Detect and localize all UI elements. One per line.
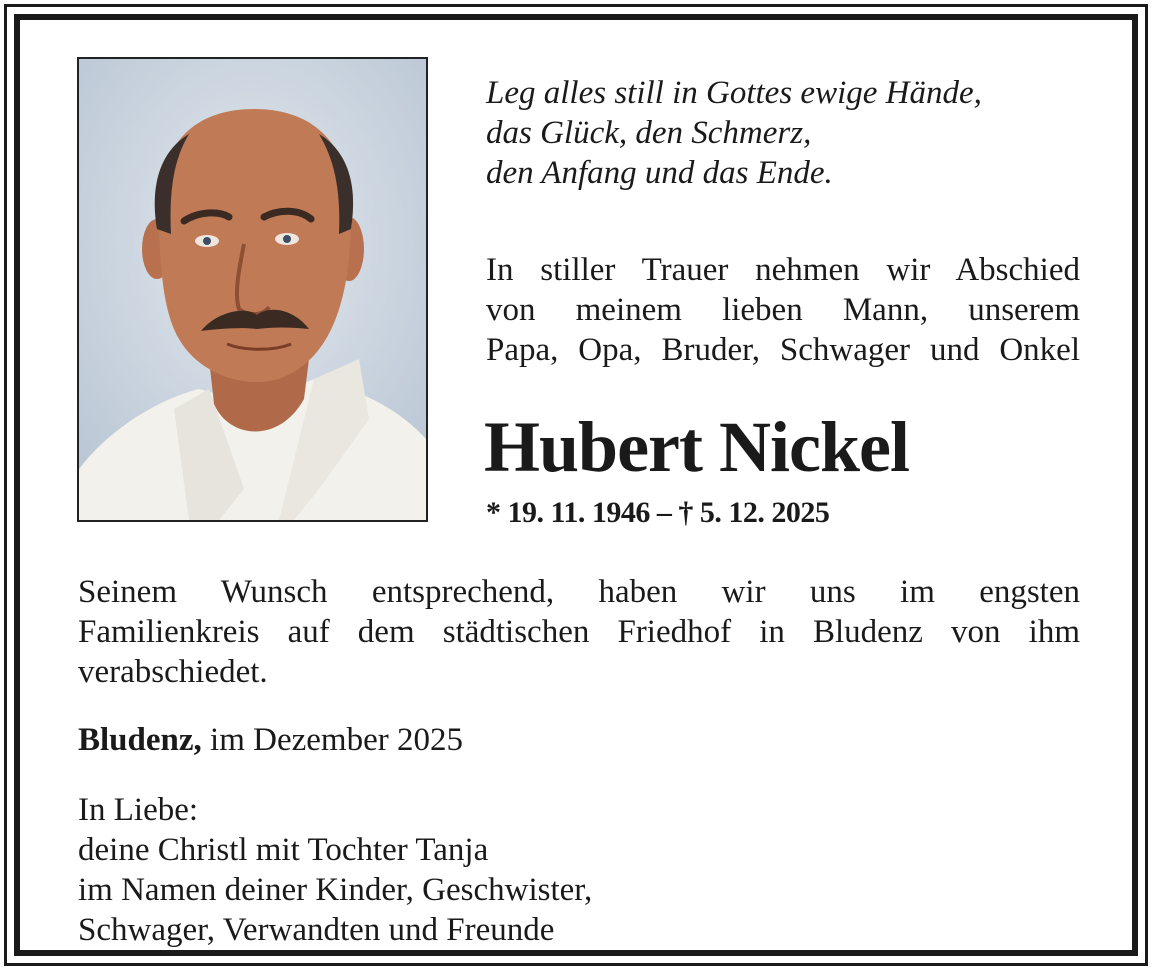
signoff [78, 790, 592, 950]
life-dates: * 19. 11. 1946 – † 5. 12. 2025 [486, 496, 830, 529]
verse-line: Leg alles still in Gottes ewige Hände, [486, 75, 982, 111]
place: Bludenz, [78, 722, 202, 758]
funeral-notice [78, 572, 1080, 692]
signoff-line: im Namen deiner Kinder, Geschwister, [78, 872, 593, 908]
deceased-name: Hubert Nickel [484, 407, 909, 487]
notice-line: verabschiedet. [78, 654, 268, 690]
signoff-line: Schwager, Verwandten und Freunde [78, 912, 555, 948]
intro-line: Papa, Opa, Bruder, Schwager und Onkel [486, 332, 1080, 368]
place-and-date [78, 720, 463, 760]
signoff-line: deine Christl mit Tochter Tanja [78, 832, 489, 868]
intro-line: In stiller Trauer nehmen wir Abschied [486, 252, 1080, 288]
mourning-intro [486, 250, 1080, 370]
notice-line: Seinem Wunsch entsprechend, haben wir uns im engsten [78, 574, 1080, 610]
notice-line: Familienkreis auf dem städtischen Friedhof in Bludenz von ihm [78, 614, 1080, 650]
signoff-line: In Liebe: [78, 792, 199, 828]
intro-line: von meinem lieben Mann, unserem [486, 292, 1080, 328]
verse-line: das Glück, den Schmerz, [486, 115, 812, 151]
date: im Dezember 2025 [201, 722, 463, 758]
verse [486, 73, 1106, 193]
portrait-illustration [79, 59, 426, 520]
verse-line: den Anfang und das Ende. [486, 155, 833, 191]
portrait-photo [77, 57, 428, 522]
